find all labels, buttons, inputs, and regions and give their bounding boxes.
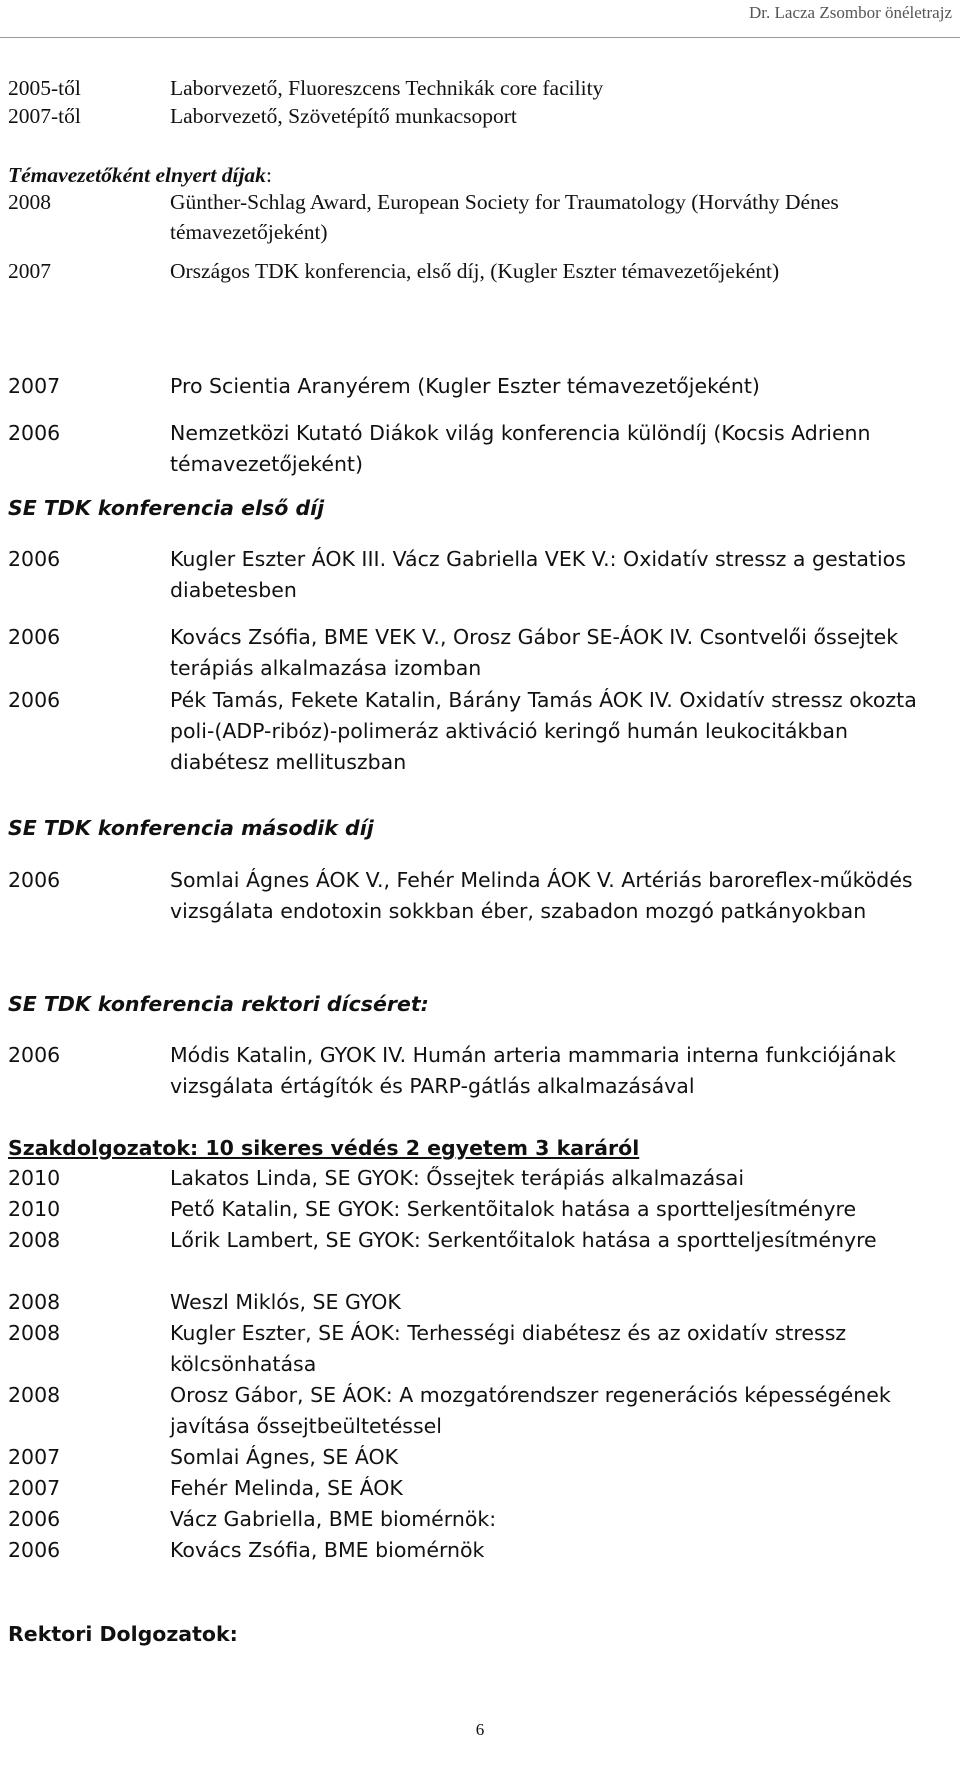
award-text: Nemzetközi Kutató Diákok világ konferencia különdíj (Kocsis Adrienn témavezetőjeként) xyxy=(170,421,871,476)
tdk-praise-year: 2006 xyxy=(8,1043,61,1067)
thesis-text: Somlai Ágnes, SE ÁOK xyxy=(170,1445,399,1469)
tdk-first-text: Kugler Eszter ÁOK III. Vácz Gabriella VEK V.: Oxidatív stressz a gestatios diabetesben xyxy=(170,547,906,602)
position-text: Laborvezető, Fluoreszcens Technikák core facility xyxy=(170,76,604,100)
award-year: 2007 xyxy=(8,374,61,398)
tdk-second-year: 2006 xyxy=(8,868,61,892)
thesis-text: Pető Katalin, SE GYOK: Serkentõitalok hatása a sportteljesítményre xyxy=(170,1197,857,1221)
awards-heading-colon: : xyxy=(265,163,272,187)
tdk-praise-heading: SE TDK konferencia rektori dícséret: xyxy=(8,992,429,1016)
running-header: Dr. Lacza Zsombor önéletrajz xyxy=(749,3,952,22)
thesis-text: Lakatos Linda, SE GYOK: Őssejtek terápiás alkalmazásai xyxy=(170,1166,745,1190)
theses-heading: Szakdolgozatok: 10 sikeres védés 2 egyetem 3 karáról xyxy=(8,1136,640,1160)
tdk-first-year: 2006 xyxy=(8,547,61,571)
position-year: 2005-től xyxy=(8,76,81,100)
thesis-text: Weszl Miklós, SE GYOK xyxy=(170,1290,401,1314)
award-text: Pro Scientia Aranyérem (Kugler Eszter témavezetőjeként) xyxy=(170,374,760,398)
position-year: 2007-től xyxy=(8,104,81,128)
tdk-first-heading: SE TDK konferencia első díj xyxy=(8,496,325,520)
thesis-year: 2007 xyxy=(8,1476,61,1500)
award-year: 2007 xyxy=(8,259,51,283)
position-text: Laborvezető, Szövetépítő munkacsoport xyxy=(170,104,517,128)
awards-heading-text: Témavezetőként elnyert díjak xyxy=(8,163,266,187)
tdk-first-text: Pék Tamás, Fekete Katalin, Bárány Tamás ÁOK IV. Oxidatív stressz okozta poli-(ADP-ribóz)-polimeráz aktiváció keringő humán leukocitákban diabétesz mellituszban xyxy=(170,688,917,774)
thesis-text: Lőrik Lambert, SE GYOK: Serkentőitalok hatása a sportteljesítményre xyxy=(170,1228,877,1252)
thesis-year: 2008 xyxy=(8,1383,61,1407)
thesis-text: Vácz Gabriella, BME biomérnök: xyxy=(170,1507,497,1531)
thesis-year: 2006 xyxy=(8,1538,61,1562)
thesis-year: 2010 xyxy=(8,1166,61,1190)
tdk-first-year: 2006 xyxy=(8,625,61,649)
award-text: Országos TDK konferencia, első díj, (Kugler Eszter témavezetőjeként) xyxy=(170,259,780,283)
award-year: 2006 xyxy=(8,421,61,445)
award-text: Günther-Schlag Award, European Society for Traumatology (Horváthy Dénes témavezetőjeként) xyxy=(170,190,839,244)
thesis-year: 2010 xyxy=(8,1197,61,1221)
tdk-praise-text: Módis Katalin, GYOK IV. Humán arteria mammaria interna funkciójának vizsgálata értágítók és PARP-gátlás alkalmazásával xyxy=(170,1043,896,1098)
thesis-text: Kugler Eszter, SE ÁOK: Terhességi diabétesz és az oxidatív stressz kölcsönhatása xyxy=(170,1321,847,1376)
thesis-year: 2006 xyxy=(8,1507,61,1531)
award-year: 2008 xyxy=(8,190,51,214)
thesis-year: 2008 xyxy=(8,1321,61,1345)
tdk-second-heading: SE TDK konferencia második díj xyxy=(8,816,374,840)
thesis-year: 2008 xyxy=(8,1228,61,1252)
rector-theses-heading: Rektori Dolgozatok: xyxy=(8,1622,238,1646)
thesis-year: 2007 xyxy=(8,1445,61,1469)
tdk-second-text: Somlai Ágnes ÁOK V., Fehér Melinda ÁOK V. Artériás baroreflex-működés vizsgálata endotoxin sokkban éber, szabadon mozgó patkányokban xyxy=(170,868,913,923)
awards-heading xyxy=(8,160,272,190)
page-number: 6 xyxy=(475,1720,485,1739)
tdk-first-year: 2006 xyxy=(8,688,61,712)
thesis-text: Kovács Zsófia, BME biomérnök xyxy=(170,1538,485,1562)
thesis-text: Orosz Gábor, SE ÁOK: A mozgatórendszer regenerációs képességének javítása őssejtbeültetéssel xyxy=(170,1383,891,1438)
thesis-text: Fehér Melinda, SE ÁOK xyxy=(170,1476,403,1500)
tdk-first-text: Kovács Zsófia, BME VEK V., Orosz Gábor SE-ÁOK IV. Csontvelői őssejtek terápiás alkalmazása izomban xyxy=(170,625,899,680)
header-rule xyxy=(0,37,960,38)
thesis-year: 2008 xyxy=(8,1290,61,1314)
